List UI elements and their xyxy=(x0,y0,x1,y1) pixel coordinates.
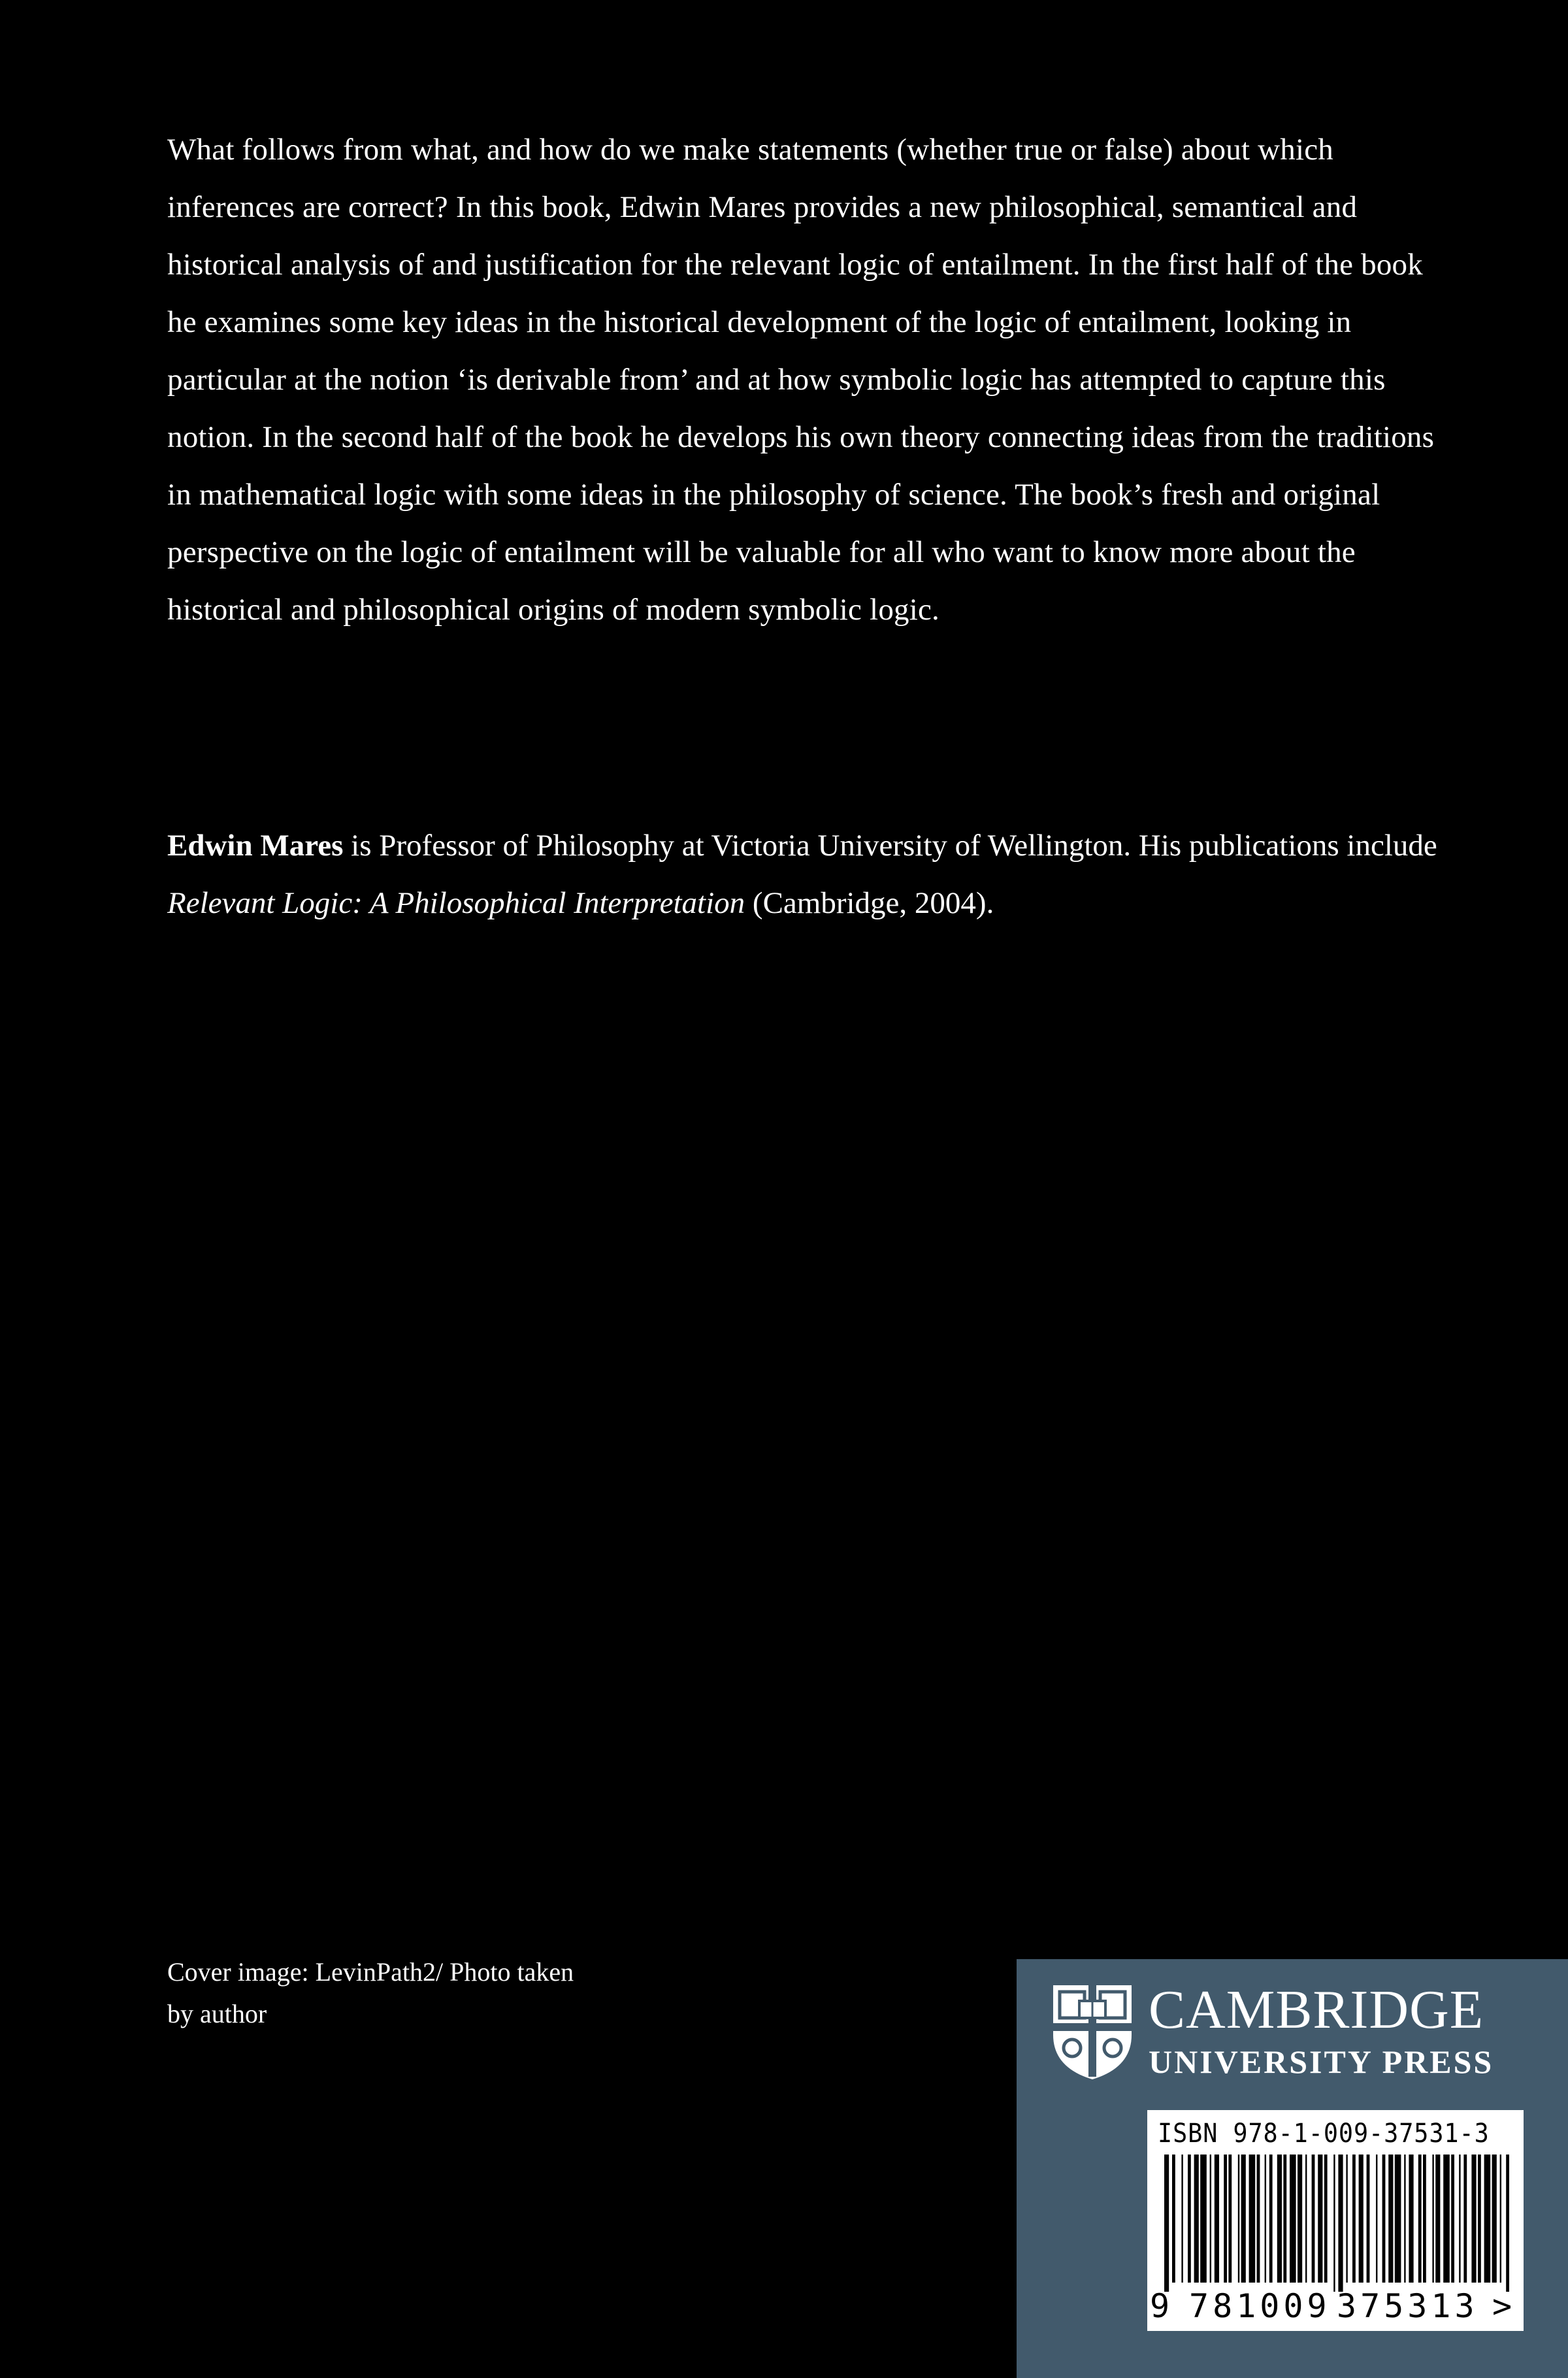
barcode-bar xyxy=(1290,2155,1296,2283)
crest-icon xyxy=(1051,1983,1134,2081)
barcode-bar xyxy=(1210,2155,1211,2283)
barcode-bar xyxy=(1265,2155,1266,2283)
barcode-bar xyxy=(1463,2155,1467,2283)
barcode-bar xyxy=(1404,2155,1405,2283)
barcode-icon xyxy=(1160,2155,1513,2292)
barcode-bar xyxy=(1443,2155,1450,2283)
publisher-logo xyxy=(1051,1979,1560,2081)
barcode-bar xyxy=(1188,2155,1191,2283)
credit-line-2: by author xyxy=(167,1999,267,2028)
blurb-paragraph: What follows from what, and how do we make statements (whether true or false) about which inferences are correct? In this book, Edwin Mares provides a new philosophical, semantical and historical analysis of and justification for the relevant logic of entailment. In the first half of the book he examines some key ideas in the historical development of the logic of entailment, looking in particular at the notion ‘is derivable from’ and at how symbolic logic has attempted to capture this notion. In the second half of the book he develops his own theory connecting ideas from the traditions in mathematical logic with some ideas in the philosophy of science. The book’s fresh and original perspective on the logic of entailment will be valuable for all who want to know more about the historical and philosophical origins of modern symbolic logic. xyxy=(167,133,1435,627)
barcode-bar xyxy=(1471,2155,1476,2283)
barcode-bar xyxy=(1395,2155,1401,2283)
ean-first-digit: 9 xyxy=(1150,2287,1170,2325)
barcode-bar xyxy=(1194,2155,1199,2283)
barcode-bar xyxy=(1215,2155,1219,2283)
isbn-label: ISBN 978-1-009-37531-3 xyxy=(1158,2119,1490,2149)
bio-text-2: (Cambridge, 2004). xyxy=(745,886,994,920)
barcode-bar xyxy=(1298,2155,1302,2283)
ean-left-group: 781009 xyxy=(1189,2287,1331,2325)
barcode-bar xyxy=(1241,2155,1246,2283)
barcode-bar xyxy=(1312,2155,1315,2283)
book-title: Relevant Logic: A Philosophical Interpretation xyxy=(167,886,745,920)
barcode-bar xyxy=(1224,2155,1227,2283)
barcode-bar xyxy=(1478,2155,1481,2283)
publisher-line-1: CAMBRIDGE xyxy=(1149,1979,1484,2040)
publisher-panel xyxy=(1017,1959,1568,2378)
barcode-bar xyxy=(1324,2155,1328,2283)
barcode-bar xyxy=(1228,2155,1232,2283)
publisher-name xyxy=(1149,1977,1567,2081)
ean-right-group: 375313 xyxy=(1337,2287,1478,2325)
barcode-bar xyxy=(1506,2155,1509,2292)
barcode-bar xyxy=(1432,2155,1433,2283)
ean-digits xyxy=(1147,2287,1524,2326)
barcode-bar xyxy=(1338,2155,1343,2292)
barcode-bar xyxy=(1283,2155,1286,2283)
author-name: Edwin Mares xyxy=(167,829,344,863)
barcode-bar xyxy=(1269,2155,1273,2283)
publisher-line-2: UNIVERSITY PRESS xyxy=(1149,2043,1494,2080)
barcode-bar xyxy=(1305,2155,1307,2283)
barcode-bar xyxy=(1257,2155,1260,2283)
barcode-bar xyxy=(1435,2155,1440,2283)
cover-credit xyxy=(167,1951,690,2035)
barcode-bar xyxy=(1200,2155,1207,2283)
barcode-bar xyxy=(1172,2155,1175,2283)
barcode-bar xyxy=(1164,2155,1169,2292)
author-bio xyxy=(167,817,1441,932)
credit-line-1: Cover image: LevinPath2/ Photo taken xyxy=(167,1957,574,1987)
barcode-bar xyxy=(1409,2155,1413,2283)
barcode-bar xyxy=(1352,2155,1356,2283)
barcode-bar xyxy=(1181,2155,1183,2283)
barcode-bar xyxy=(1318,2155,1322,2283)
barcode-bar xyxy=(1382,2155,1386,2283)
barcode-bar xyxy=(1500,2155,1501,2283)
ean-arrow: > xyxy=(1492,2287,1512,2325)
barcode-bar xyxy=(1484,2155,1491,2283)
barcode-bar xyxy=(1423,2155,1426,2283)
barcode-bar xyxy=(1359,2155,1364,2283)
bio-text-1: is Professor of Philosophy at Victoria University of Wellington. His publications include xyxy=(343,829,1437,863)
barcode-bar xyxy=(1238,2155,1239,2283)
barcode-bar xyxy=(1388,2155,1393,2283)
barcode-box xyxy=(1147,2110,1524,2331)
barcode-bar xyxy=(1451,2155,1454,2283)
barcode-bar xyxy=(1249,2155,1256,2283)
barcode-bar xyxy=(1367,2155,1370,2283)
barcode-bar xyxy=(1459,2155,1460,2283)
barcode-bar xyxy=(1277,2155,1282,2283)
barcode-bar xyxy=(1418,2155,1422,2283)
barcode-bar xyxy=(1492,2155,1497,2283)
barcode-bar xyxy=(1376,2155,1377,2283)
barcode-bar xyxy=(1346,2155,1347,2283)
barcode-bar xyxy=(1333,2155,1335,2292)
